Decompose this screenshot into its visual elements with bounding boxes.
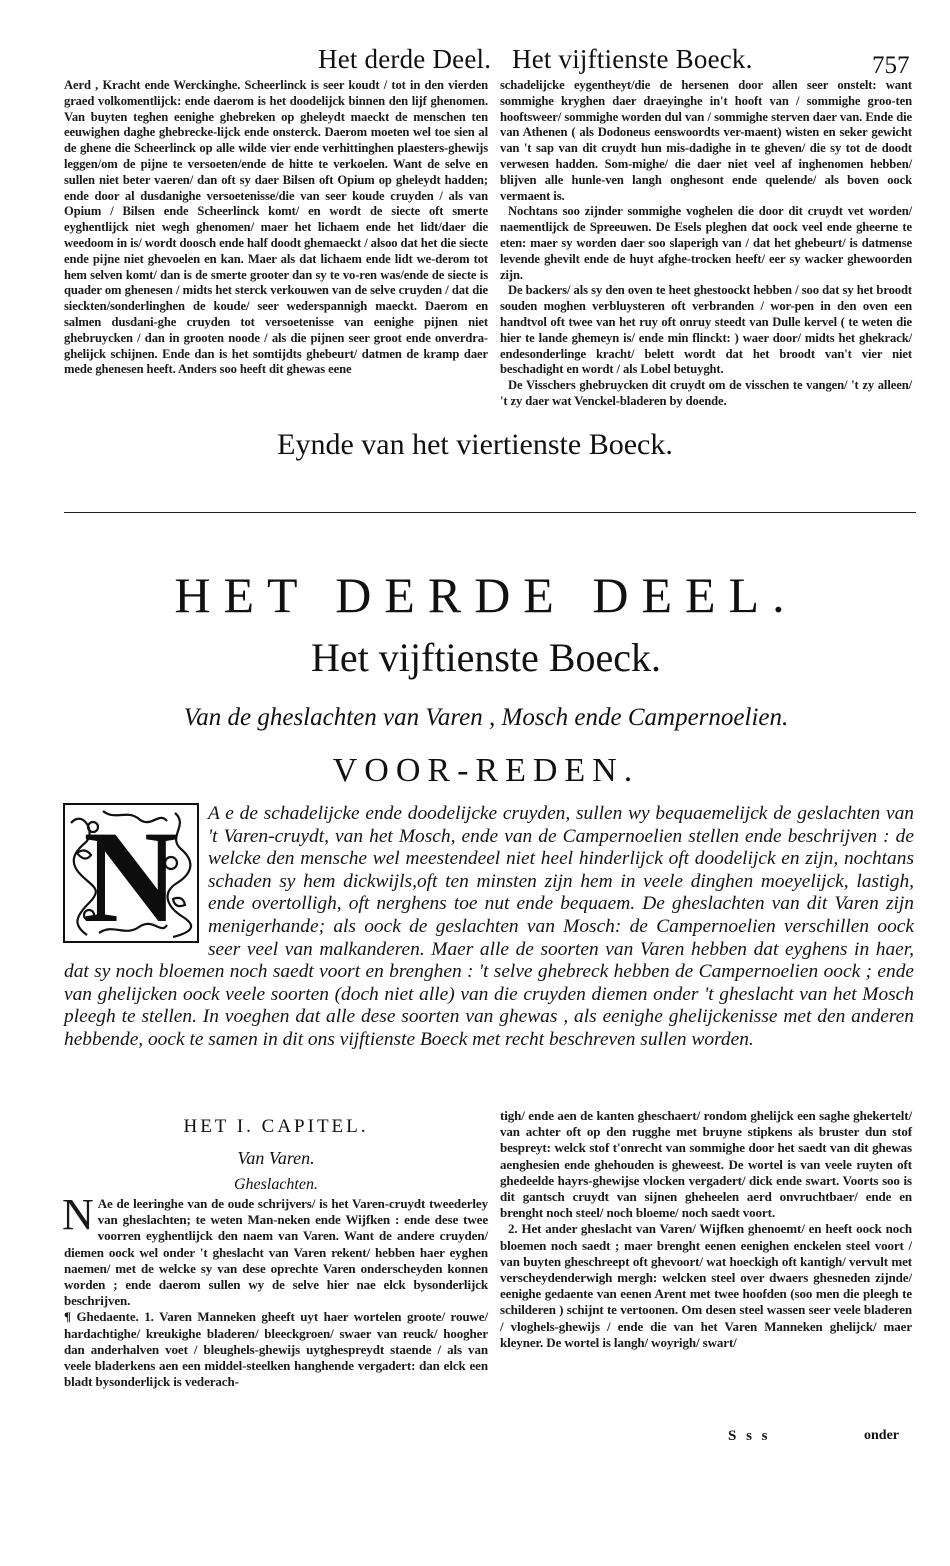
top-right-paragraph-4: De Visschers ghebruycken dit cruydt om de visschen te vangen/ 't zy alleen/ 't zy daer wat Venckel-bladeren by doende. <box>500 378 912 408</box>
running-header-left: Het derde Deel. <box>318 44 492 74</box>
chapter-initial: N <box>62 1190 94 1239</box>
top-right-column <box>500 78 912 410</box>
section-divider <box>64 512 916 513</box>
page-number: 757 <box>872 52 910 79</box>
part-title: HET DERDE DEEL. <box>174 567 798 623</box>
top-right-paragraph-1: schadelijcke eygentheyt/die de hersenen door allen seer onstelt: want sommighe kryghen daer draeyinghe in't hooft van / sommighe groo-ten hooftsweer/ sommighe worden dul van / sommighe sterven daer van. Ende die van Athenen ( als Dodoneus eenswoordts ver-maent) wisten en seker gewicht van 't sap van dit cruydt hun mis-dadighe in te gheven/ die sy tot de doodt verwesen hadden. Som-mighe/ die daer niet veel af inghenomen hebben/ blijven alle hunle-ven langh onghesont ende quelende/ als boven oock vermaent is. <box>500 78 912 203</box>
end-of-book-title: Eynde van het viertienste Boeck. <box>277 428 673 461</box>
bottom-left-paragraph-1 <box>62 1190 488 1309</box>
preface-heading: VOOR-REDEN. <box>332 752 640 789</box>
bottom-left-column <box>62 1190 488 1390</box>
chapter-title: Van Varen. <box>237 1148 315 1168</box>
top-left-paragraph: Aerd , Kracht ende Werckinghe. Scheerlinck is seer koudt / tot in den vierden graed volkomentlijck: ende daerom is het doodelijck binnen den lijf ghenomen. Van buyten teghen eenighe ghebreken op gheleydt maeckt de menschen ten eeuwighen daghe ghebrecke-lijck ende onsterck. Daerom moeten wel toe sien al de ghene die Scheerlinck op alle wilde vier ende verhittinghen plaesters-ghewijs leggen/om de pijne te versoeten/ende de hitte te verkoelen. Want de selve en sullen niet beter vaeren/ dan oft sy daer Bilsen oft Opium op gheleydt hadden; ende door al dusdanighe versoetenisse/die van seer koude cruyden / als van Opium / Bilsen ende Scheerlinck komt/ en wordt de siecte oft smerte eyghentlijck niet wegh ghenomen/ maer het lichaem ende het lidt/daer die weedoom in is/ wordt doosch ende half doodt ghemaeckt / alsoo dat het die siecte ende pijne niet ghevoelen en kan. Maer als dat lichaem ende lidt we-derom tot hem selven komt/ dan is de smerte grooter dan sy te vo-ren was/ende de siecte is quader om ghenesen / midts het sterck verkouwen van de selve cruyden / dat die sieckten/sonderlinghen de koude/ seer wederspannigh maeckt. Daerom en salmen dusdani-ghe cruyden tot versoetenisse van eenighe pijnen niet ghebruycken / dan in grooten noode / als die pijnen seer groot ende onverdra-ghelijck schijnen. Ende dan is het somtijdts ghebeurt/ datmen de kramp daer mede ghenesen heeft. Anders soo heeft dit ghewas eene <box>64 78 488 377</box>
signature-mark: S s s <box>728 1428 771 1444</box>
decorated-initial-icon <box>63 803 199 943</box>
preface-paragraph: A e de schadelijcke ende doodelijcke cruyden, sullen wy bequaemelijck de geslachten van 't Varen-cruydt, van het Mosch, ende van de Campernoelien stellen ende beschrijven : de welcke den mensche wel meestendeel niet heel hinderlijck oft doodelijck en zijn, nochtans schaden sy hem dickwijls,oft ten minsten zijn hem in veele dinghen moeyelijck, lastigh, ende overtolligh, oft nerghens toe nut ende bequaem. De gheslachten van dit Varen zijn menigerhande; als oock de geslachten van Mosch: de Campernoelien verschillen oock seer veel van malkanderen. Maer alle de soorten van Varen hebben dat eyghens in haer, dat sy noch bloemen noch saedt voort en brenghen : 't selve ghebreck hebben de Campernoelien oock ; ende van ghelijcken oock veele soorten (doch niet alle) van die cruyden diemen onder 't gheslacht van het Mosch pleegh te stellen. In voeghen dat alle dese soorten van ghewas , als eenighe ghelijckenisse met den anderen hebbende, oock te samen in dit ons vijftienste Boeck met recht beschreven sullen worden. <box>64 803 914 1050</box>
book-subtitle: Van de gheslachten van Varen , Mosch ende Campernoelien. <box>183 704 789 731</box>
chapter-section: Gheslachten. <box>234 1176 318 1193</box>
book-title: Het vijftienste Boeck. <box>311 635 661 680</box>
initial-letter: N <box>83 803 179 943</box>
top-left-column <box>64 78 488 378</box>
top-right-paragraph-3: De backers/ als sy den oven te heet ghestoockt hebben / soo dat sy het broodt souden moghen verbluysteren oft verbranden / wor-pen in den oven een handtvol oft twee van het ruy oft onruy steedt van Dulle kervel ( te weten die hier te lande ghemeyn is/ ende min flinckt: ) waer door/ midts het ghekrack/ endesonderlinge kracht/ belett wordt dat het broodt van't vier niet beschadight en wordt / als Lobel betuyght. <box>500 283 912 377</box>
bottom-right-column <box>500 1108 912 1351</box>
bottom-right-paragraph-2: 2. Het ander gheslacht van Varen/ Wijfken ghenoemt/ en heeft oock noch bloemen noch saedt ; maer brenght eenen eenighen enckelen steel voort / van buyten gheschreept oft ghevoort/ wat hoeckigh oft kantigh/ vervult met verscheydenderwigh mergh: welcken steel over dwaers ghesneden zijnde/ eenighe gedaente van eenen Arent met twee hoofden (soo men die pleegh te schilderen ) schijnt te vertoonen. Om desen steel wassen seer veele bladeren / vloghels-ghewijs / ende die van het Varen Manneken ghelijck/ maer kleyner. De wortel is langh/ woyrigh/ swart/ <box>500 1221 912 1350</box>
bottom-left-text-1: Ae de leeringhe van de oude schrijvers/ is het Varen-cruydt tweederley van gheslachten; te weten Man-neken ende Wijfken : ende dese twee voorren eyghentlijck den naem van Varen. Want de andere cruyden/ diemen oock wel onder 't gheslacht van Varen rekent/ hebben haer eyghen naemen/ met de welcke sy van dese oprechte Varen onderscheyden konnen worden ; ende daerom sullen wy de selve hier nae elck bysonderlijck beschrijven. <box>64 1196 488 1309</box>
chapter-number: HET I. CAPITEL. <box>183 1116 369 1137</box>
running-header-right: Het vijftienste Boeck. <box>512 44 753 74</box>
bottom-right-paragraph-1: tigh/ ende aen de kanten gheschaert/ rondom ghelijck een saghe ghekertelt/ van achter oft op den rugghe met bruyne stipkens als bruster dun stof bespreyt: welck stof t'onrecht van sommighe door het saedt van dit ghewas aenghesien ende ghehouden is gheweest. De wortel is van veele ruyten oft ghedeelde hayrs-ghewijse vlocken vergadert/ dick ende swart. Voorts soo is dit gantsch cruydt van sijnen gheheelen aerd onvruchtbaer/ ende en brenght noch steel/ noch bloeme/ noch saedt voort. <box>500 1108 912 1221</box>
catchword: onder <box>864 1428 899 1443</box>
bottom-left-paragraph-2: ¶ Ghedaente. 1. Varen Manneken gheeft uyt haer wortelen groote/ rouwe/ hardachtighe/ kreukighe bladeren/ bleeckgroen/ swaer van reuck/ hoogher dan anderhalven voet / bleughels-ghewijs uytghespreydt staende / als van veele bladerkens aen een middel-steelken hanghende vergadert: dan elck een bladt bysonderlijck is vederach- <box>64 1309 488 1390</box>
top-right-paragraph-2: Nochtans soo zijnder sommighe voghelen die door dit cruydt vet worden/ naementlijck de Spreeuwen. De Esels pleghen dat oock veel ende gheerne te eten: maer sy worden daer soo slaperigh van / dat het ghebeurt/ is datmense levende ghevilt ende de huyt afghe-trocken heeft/ eer sy wacker ghewoorden zijn. <box>500 204 912 282</box>
